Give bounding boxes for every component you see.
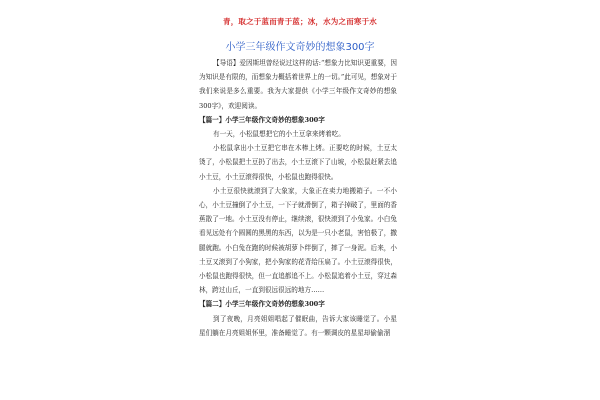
paragraph: 到了夜晚，月亮姐姐唱起了催眠曲，告诉大家该睡觉了。小星星们躺在月亮姐姐怀里，准备睡觉了。有一颗调皮的星星却偷偷溜 <box>199 314 397 337</box>
article-body <box>199 56 397 340</box>
section-heading-2: 【篇二】小学三年级作文奇妙的想象300字 <box>199 300 325 309</box>
paragraph: 小松鼠拿出小土豆把它串在木棒上烤。正要吃的时候，土豆太烫了，小松鼠把土豆扔了出去，小土豆滚下了山坡，小松鼠赶紧去追小土豆，小土豆滚得很快，小松鼠也跑得很快。 <box>199 144 397 181</box>
paragraph: 小土豆很快就滚到了大象家，大象正在卖力地搬箱子。一不小心，小土豆撞倒了小土豆，一下子就滑倒了，箱子掉破了，里面的香蕉散了一地。小土豆没有停止，继续滚，很快滚到了小兔家。小白兔看见远处有个圆圆的黑黑的东西，以为是一只小老鼠，害怕极了，撒腿就跑。小白兔在跑的时候被胡萝卜绊倒了，摔了一身泥。后来，小土豆又滚到了小狗家，把小狗家的花背给压扁了。小土豆滚得很快，小松鼠也跑得很快，但一直追都追不上。小松鼠追着小土豆，穿过森林，跨过山丘，一直到很远很远的地方…… <box>199 186 397 295</box>
paragraph: 有一天，小松鼠想把它的小土豆拿来烤着吃。 <box>213 130 345 139</box>
intro-paragraph: 【导语】爱因斯坦曾经说过这样的话:“想象力比知识更重要，因为知识是有限的，而想象力概括着世界上的一切。”此可见，想象对于我们来说是多么重要。我为大家提供《小学三年级作文奇妙的想象300字》，欢迎阅读。 <box>199 59 397 110</box>
document-title: 小学三年级作文奇妙的想象300字 <box>225 42 375 53</box>
section-heading-1: 【篇一】小学三年级作文奇妙的想象300字 <box>199 115 325 124</box>
top-banner: 青，取之于蓝而青于蓝；冰，水为之而寒于水 <box>223 17 377 26</box>
